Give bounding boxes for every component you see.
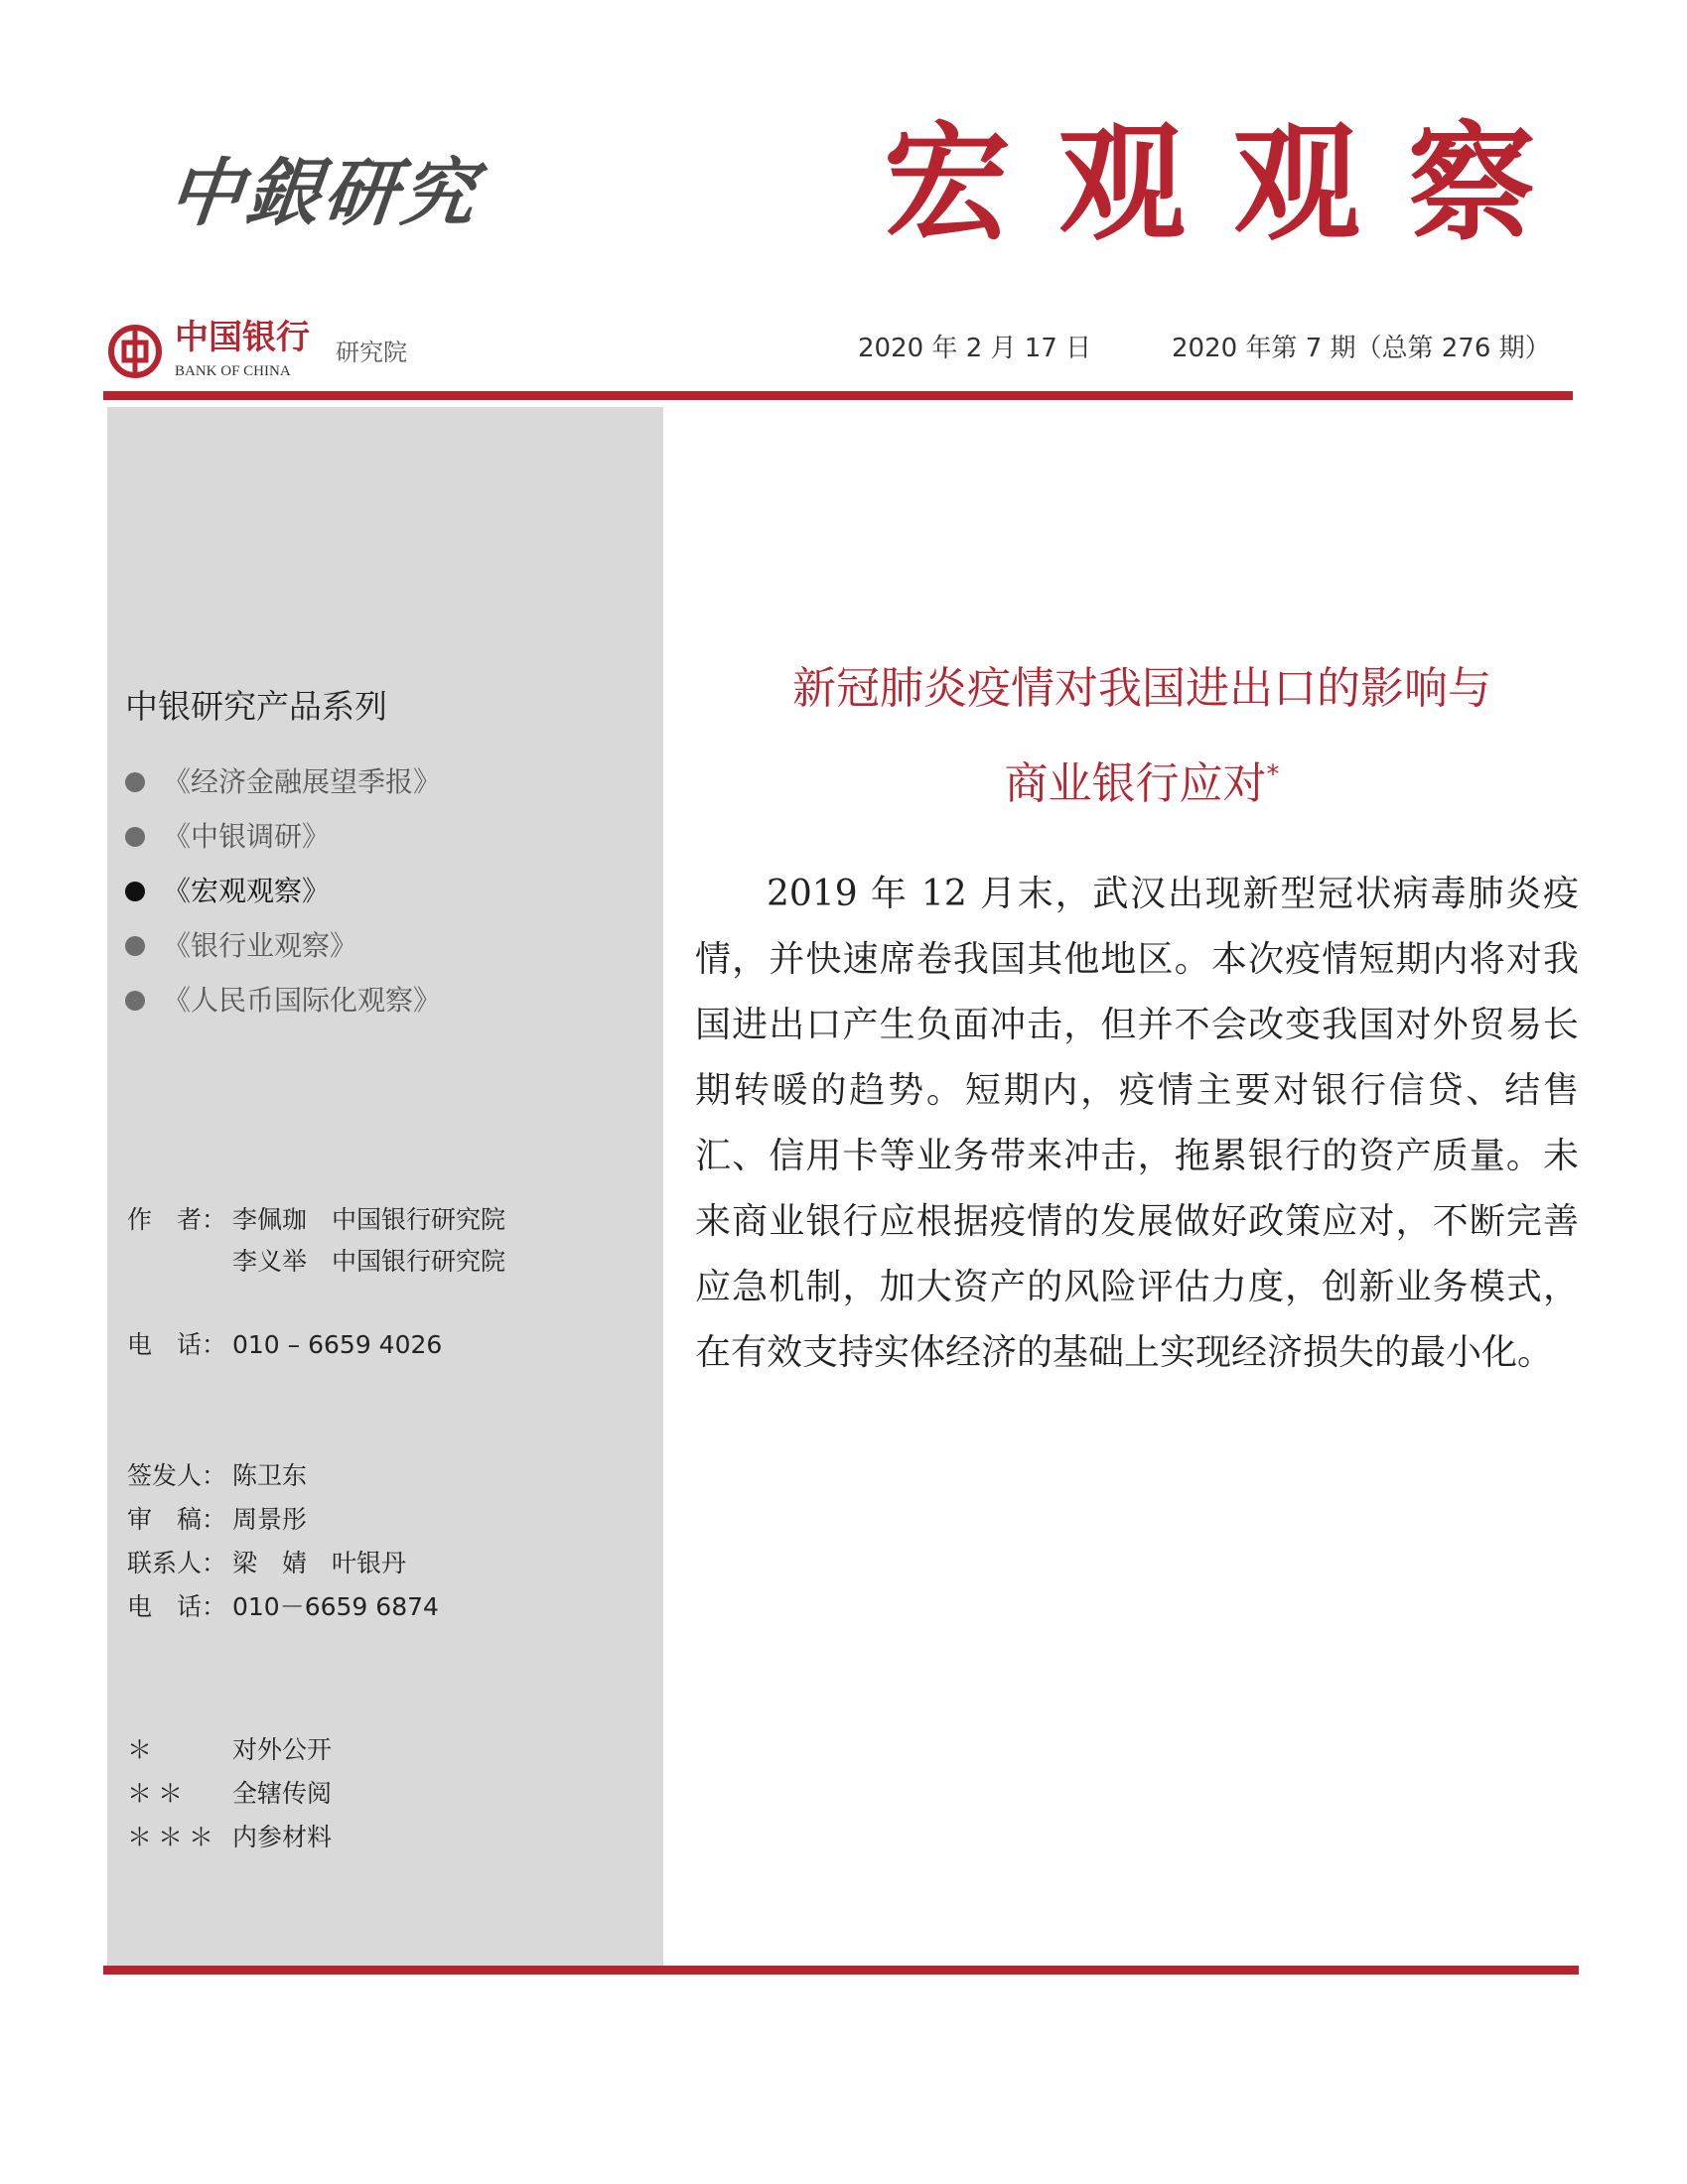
series-item-label: 《人民币国际化观察》 <box>163 983 442 1017</box>
series-item-label: 《经济金融展望季报》 <box>163 764 442 798</box>
footer-divider <box>103 1966 1579 1975</box>
issuer-label: 签发人： <box>127 1461 227 1490</box>
author-phone-row <box>127 1328 442 1362</box>
distribution-text: 对外公开 <box>232 1735 333 1764</box>
footnote-mark: * <box>1266 759 1280 790</box>
bullet-icon <box>125 991 145 1011</box>
author-name: 李义举 <box>232 1247 308 1276</box>
series-item-label: 《中银调研》 <box>163 819 331 853</box>
distribution-legend <box>127 1733 332 1864</box>
distribution-row <box>127 1733 332 1777</box>
issuer-row <box>127 1459 307 1493</box>
bank-name-cn: 中国银行 <box>175 318 310 357</box>
bullet-icon <box>125 936 145 956</box>
asterisk-mark: ＊＊＊ <box>127 1823 220 1851</box>
series-list <box>125 754 441 1027</box>
article-title-line2 <box>695 754 1589 814</box>
authors-label: 作 者： <box>127 1205 227 1234</box>
distribution-row <box>127 1821 332 1864</box>
contact-phone-row <box>127 1590 439 1624</box>
bullet-icon <box>125 882 145 901</box>
masthead-title: 宏观观察 <box>884 109 1584 258</box>
article-title-text: 商业银行应对 <box>1004 758 1267 809</box>
author-row <box>127 1203 505 1237</box>
header-divider <box>103 391 1573 400</box>
bullet-icon <box>125 772 145 792</box>
author-row <box>232 1245 505 1279</box>
reviewer-label: 审 稿： <box>127 1505 227 1534</box>
reviewer-name: 周景彤 <box>232 1505 308 1534</box>
distribution-row <box>127 1777 332 1821</box>
bullet-icon <box>125 827 145 847</box>
article-title-line1: 新冠肺炎疫情对我国进出口的影响与 <box>792 663 1491 714</box>
distribution-text: 全辖传阅 <box>232 1779 333 1808</box>
author-phone: 010 – 6659 4026 <box>232 1330 443 1359</box>
issuer-name: 陈卫东 <box>232 1461 308 1490</box>
contact-label: 联系人： <box>127 1549 227 1577</box>
bank-name-en: BANK OF CHINA <box>175 363 291 379</box>
contact-names: 梁 婧 叶银丹 <box>232 1549 407 1577</box>
issue-number: 2020 年第 7 期（总第 276 期） <box>1172 334 1551 363</box>
calligraphy-logo: 中銀研究 <box>164 151 484 236</box>
contact-phone: 010－6659 6874 <box>232 1592 439 1621</box>
series-item <box>125 809 441 864</box>
article-abstract: 2019 年 12 月末，武汉出现新型冠状病毒肺炎疫情，并快速席卷我国其他地区。本次疫情短期内将对我国进出口产生负面冲击，但并不会改变我国对外贸易长期转暖的趋势。短期内，疫情主要对银行信贷、结售汇、信用卡等业务带来冲击，拖累银行的资产质量。未来商业银行应根据疫情的发展做好政策应对，不断完善应急机制，加大资产的风险评估力度，创新业务模式，在有效支持实体经济的基础上实现经济损失的最小化。 <box>695 874 1579 1373</box>
sidebar-panel <box>107 407 663 1966</box>
contact-row <box>127 1547 406 1580</box>
series-item <box>125 918 441 973</box>
reviewer-row <box>127 1503 307 1537</box>
series-item-label: 《宏观观察》 <box>163 874 331 907</box>
phone-label: 电 话： <box>127 1330 227 1359</box>
distribution-text: 内参材料 <box>232 1823 333 1851</box>
bank-of-china-logo-icon <box>107 324 163 379</box>
series-item-label: 《银行业观察》 <box>163 928 358 962</box>
series-title: 中银研究产品系列 <box>125 687 387 726</box>
series-item-active <box>125 864 441 918</box>
author-org: 中国银行研究院 <box>332 1247 506 1276</box>
asterisk-mark: ＊＊ <box>127 1779 190 1808</box>
author-name: 李佩珈 <box>232 1205 308 1234</box>
publish-date: 2020 年 2 月 17 日 <box>858 334 1092 363</box>
author-org: 中国银行研究院 <box>332 1205 506 1234</box>
phone-label: 电 话： <box>127 1592 227 1621</box>
series-item <box>125 754 441 809</box>
series-item <box>125 973 441 1027</box>
asterisk-mark: ＊ <box>127 1735 159 1764</box>
institute-label: 研究院 <box>336 339 407 366</box>
